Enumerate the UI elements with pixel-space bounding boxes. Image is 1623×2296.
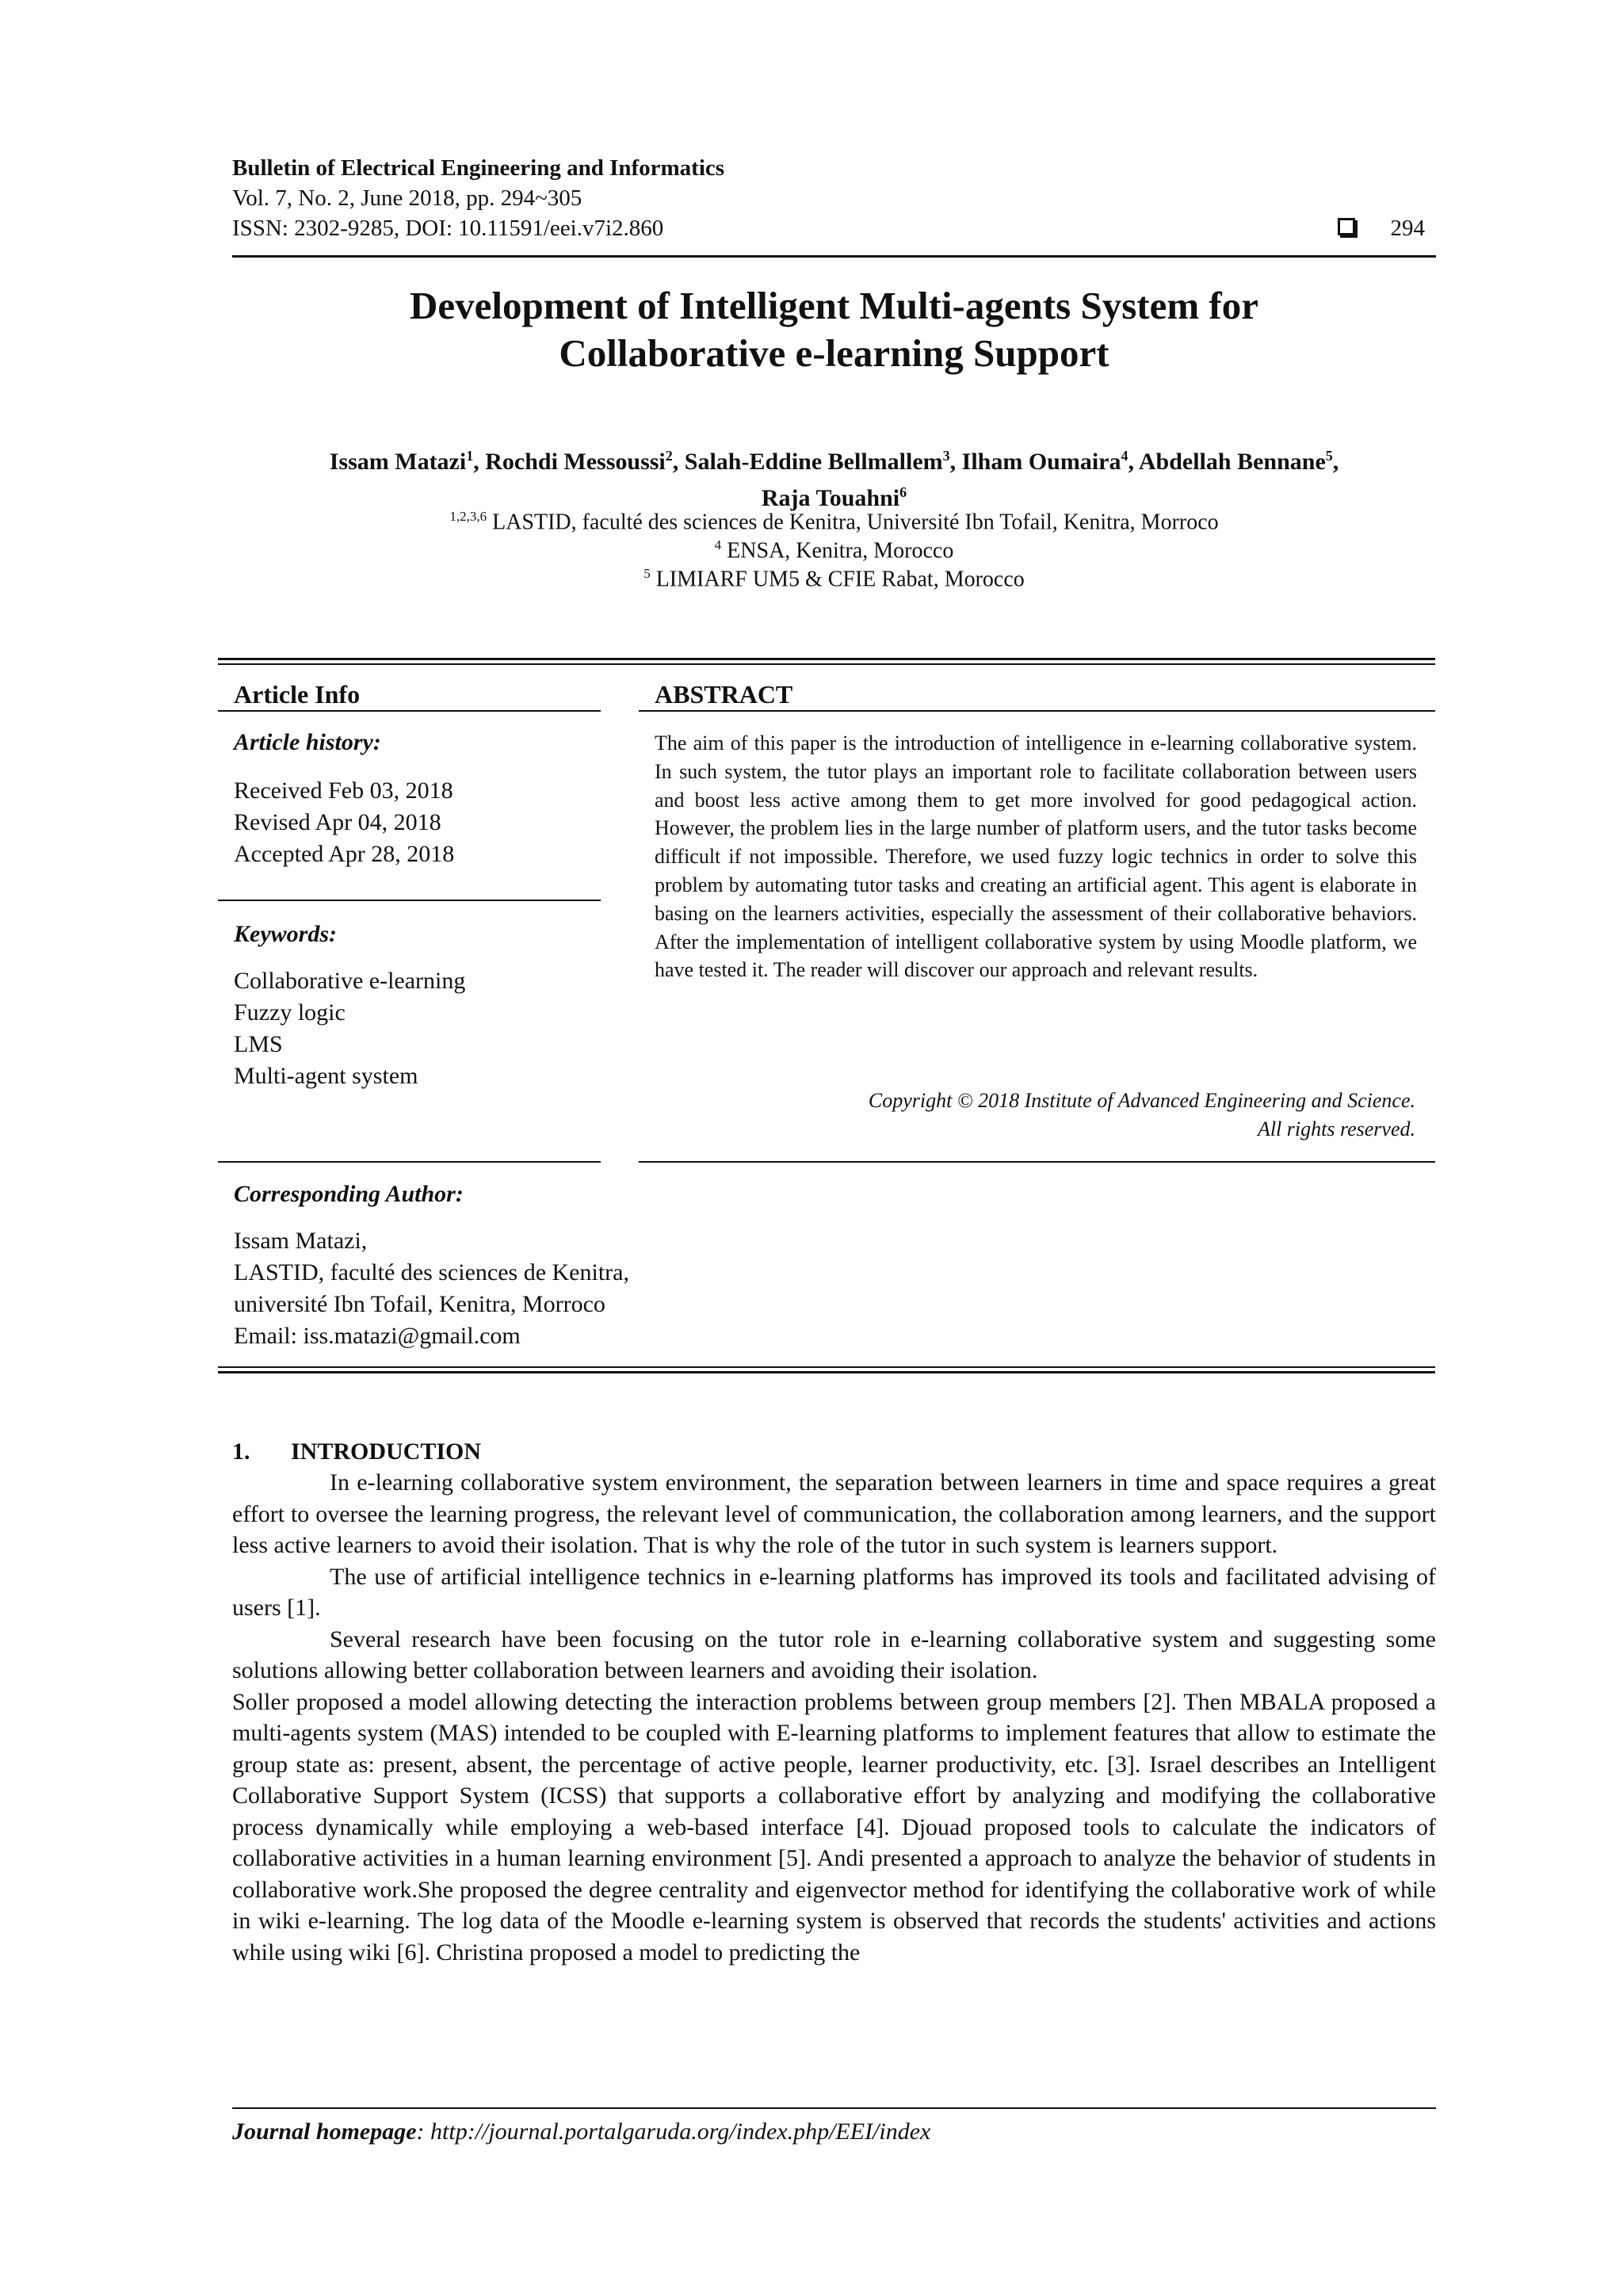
- keyword: Collaborative e-learning: [234, 968, 466, 994]
- keywords-rule: [218, 900, 601, 901]
- corresponding-line: Issam Matazi,: [234, 1228, 368, 1254]
- author-name: Abdellah Bennane: [1138, 449, 1326, 475]
- keyword: Fuzzy logic: [234, 999, 346, 1026]
- copyright-line-2: All rights reserved.: [1257, 1117, 1415, 1140]
- introduction-body: [232, 1467, 1436, 1968]
- journal-homepage-label: Journal homepage: [232, 2118, 417, 2145]
- article-history-label: Article history:: [234, 729, 381, 755]
- title-line-1: Development of Intelligent Multi-agents System for: [409, 284, 1258, 327]
- header-rule: [232, 255, 1436, 258]
- affiliation-text: LIMIARF UM5 & CFIE Rabat, Morocco: [655, 567, 1025, 592]
- paragraph: Several research have been focusing on the tutor role in e-learning collaborative system and suggesting some solutions allowing better collaboration between learners and avoiding their isolation.: [232, 1626, 1436, 1683]
- corresponding-line: université Ibn Tofail, Kenitra, Morroco: [234, 1291, 605, 1317]
- author-sup: 3: [942, 448, 950, 464]
- affiliation-text: ENSA, Kenitra, Morocco: [727, 538, 954, 563]
- journal-homepage: [232, 2118, 930, 2145]
- section-number: 1.: [232, 1438, 250, 1465]
- abstract-bottom-rule: [639, 1161, 1435, 1163]
- paragraph: Soller proposed a model allowing detecting the interaction problems between group members [2]. Then MBALA proposed a multi-agents system (MAS) intended to be coupled with E-learning platforms to implement features that allow to estimate the group state as: present, absent, the percentage of active people, learner productivity, etc. [3]. Israel describes an Intelligent Collaborative Support System (ICSS) that supports a collaborative effort by analyzing and modifying the collaborative process dynamically while employing a web-based interface [4]. Djouad proposed tools to calculate the indicators of collaborative activities in a human learning environment [5]. Andi presented a approach to analyze the behavior of students in collaborative work.She proposed the degree centrality and eigenvector method for identifying the collaborative work of while in wiki e-learning. The log data of the Moodle e-learning system is observed that records the students' activities and actions while using wiki [6]. Christina proposed a model to predicting the: [232, 1688, 1436, 1966]
- affiliation: [232, 509, 1436, 535]
- article-revised: Revised Apr 04, 2018: [234, 809, 441, 835]
- article-info-heading: Article Info: [234, 680, 361, 709]
- paragraph: The use of artificial intelligence technics in e-learning platforms has improved its tools and facilitated advising of users [1].: [232, 1563, 1436, 1621]
- keywords-label: Keywords:: [234, 921, 337, 947]
- corresponding-email: Email: iss.matazi@gmail.com: [234, 1323, 521, 1349]
- affiliation-sup: 5: [643, 566, 651, 581]
- abstract-heading: ABSTRACT: [655, 680, 793, 709]
- section-title: INTRODUCTION: [291, 1438, 482, 1465]
- abstract-rule: [639, 710, 1435, 712]
- journal-volume: Vol. 7, No. 2, June 2018, pp. 294~305: [232, 185, 582, 211]
- author-name: Rochdi Messoussi: [485, 449, 666, 475]
- journal-homepage-url[interactable]: : http://journal.portalgaruda.org/index.php/EEI/index: [416, 2118, 931, 2145]
- author-sup: 2: [665, 448, 673, 464]
- author-list: Issam Matazi$^1$, Rochdi Messoussi$^2$, Salah-Eddine Bellmallem$^3$, Ilham Oumaira$^4$, Abdellah Bennane$^5$, Raja Touahni$^6$: [329, 448, 1339, 511]
- info-box-bottom-rule-thin: [218, 1366, 1435, 1368]
- affiliation: [232, 537, 1436, 563]
- keyword: LMS: [234, 1031, 283, 1057]
- author-name: Salah-Eddine Bellmallem: [684, 449, 943, 475]
- corresponding-line: LASTID, faculté des sciences de Kenitra,: [234, 1259, 629, 1286]
- footer-rule: [232, 2107, 1436, 2109]
- page-number: 294: [1390, 216, 1425, 241]
- author-sup: 5: [1325, 448, 1333, 464]
- author-sup: 1: [466, 448, 474, 464]
- corresponding-rule: [218, 1161, 601, 1163]
- info-box-top-rule-thin: [218, 663, 1435, 665]
- journal-title: Bulletin of Electrical Engineering and Informatics: [232, 155, 725, 181]
- checkbox-icon: [1338, 218, 1355, 235]
- journal-issn: ISSN: 2302-9285, DOI: 10.11591/eei.v7i2.860: [232, 216, 664, 241]
- corresponding-author-label: Corresponding Author:: [234, 1181, 464, 1207]
- author-sup: 6: [899, 484, 907, 500]
- keyword: Multi-agent system: [234, 1063, 418, 1089]
- affiliation: [232, 566, 1436, 592]
- article-received: Received Feb 03, 2018: [234, 777, 453, 804]
- affiliation-sup: 4: [714, 537, 722, 552]
- author-sup: 4: [1121, 448, 1128, 464]
- author-name: Issam Matazi: [329, 449, 467, 475]
- affiliation-text: LASTID, faculté des sciences de Kenitra, Université Ibn Tofail, Kenitra, Morroco: [492, 510, 1219, 535]
- author-name: Ilham Oumaira: [961, 449, 1121, 475]
- paper-title: [232, 282, 1436, 377]
- title-line-2: Collaborative e-learning Support: [559, 331, 1109, 375]
- info-box-bottom-rule: [218, 1371, 1435, 1373]
- author-name: Raja Touahni: [761, 485, 900, 511]
- info-box-top-rule: [218, 658, 1435, 660]
- affiliation-sup: 1,2,3,6: [449, 509, 487, 524]
- article-info-rule: [218, 710, 601, 712]
- copyright-line-1: Copyright © 2018 Institute of Advanced Engineering and Science.: [868, 1089, 1415, 1112]
- article-accepted: Accepted Apr 28, 2018: [234, 841, 455, 867]
- section-heading: [232, 1438, 481, 1465]
- paragraph: In e-learning collaborative system environment, the separation between learners in time and space requires a great effort to oversee the learning progress, the relevant level of communication, the collaboration among learners, and the support less active learners to avoid their isolation. That is why the role of the tutor in such system is learners support.: [232, 1469, 1436, 1558]
- abstract-text: The aim of this paper is the introduction of intelligence in e-learning collaborative system. In such system, the tutor plays an important role to facilitate collaboration between users and boost less active among them to get more involved for good pedagogical action. However, the problem lies in the large number of platform users, and the tutor tasks become difficult if not impossible. Therefore, we used fuzzy logic technics in order to solve this problem by automating tutor tasks and creating an artificial agent. This agent is elaborate in basing on the learners activities, especially the assessment of their collaborative behaviors. After the implementation of intelligent collaborative system by using Moodle platform, we have tested it. The reader will discover our approach and relevant results.: [655, 732, 1417, 982]
